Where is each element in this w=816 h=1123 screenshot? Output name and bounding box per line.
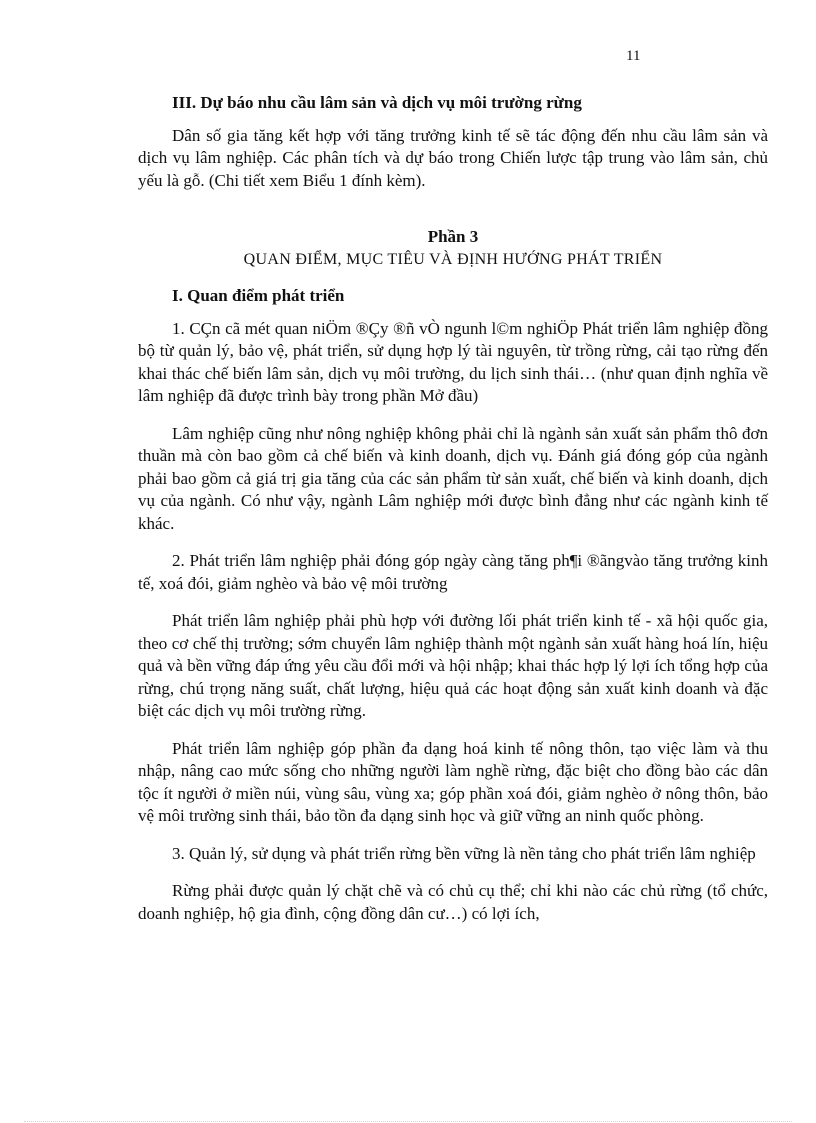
paragraph: Rừng phải được quản lý chặt chẽ và có chủ cụ thể; chỉ khi nào các chủ rừng (tổ chức, doanh nghiệp, hộ gia đình, cộng đồng dân cư…) có lợi ích, — [138, 881, 768, 923]
section-heading-forecast: III. Dự báo nhu cầu lâm sản và dịch vụ môi trường rừng — [172, 93, 582, 112]
part-subtitle: QUAN ĐIỂM, MỤC TIÊU VÀ ĐỊNH HƯỚNG PHÁT TRIỂN — [243, 250, 663, 268]
part-title: Phần 3 — [427, 227, 479, 246]
paragraph: Phát triển lâm nghiệp góp phần đa dạng hoá kinh tế nông thôn, tạo việc làm và thu nhập, nâng cao mức sống cho những người làm nghề rừng, đặc biệt cho đồng bào các dân tộc ít người ở miền núi, vùng sâu, vùng xa; góp phần xoá đói, giảm nghèo ở nông thôn, bảo vệ môi trường sinh thái, bảo tồn đa dạng sinh học và giữ vững an ninh quốc phòng. — [138, 738, 768, 825]
paragraph: 1. CÇn cã mét quan niÖm ®Çy ®ñ vÒ ngunh l©m nghiÖp Phát triển lâm nghiệp đồng bộ từ quản lý, bảo vệ, phát triển, sử dụng hợp lý tài nguyên, từ trồng rừng, cải tạo rừng đến khai thác chế biến lâm sản, dịch vụ môi trường, du lịch sinh thái… (như quan định nghĩa về lâm nghiệp đã được trình bày trong phần Mở đầu) — [138, 318, 768, 405]
document-body — [138, 92, 768, 940]
paragraph-forecast: Dân số gia tăng kết hợp với tăng trưởng kinh tế sẽ tác động đến nhu cầu lâm sản và dịch vụ lâm nghiệp. Các phân tích và dự báo trong Chiến lược tập trung vào lâm sản, chủ yếu là gỗ. (Chi tiết xem Biểu 1 đính kèm). — [138, 125, 768, 190]
paragraph: 3. Quản lý, sử dụng và phát triển rừng bền vững là nền tảng cho phát triển lâm nghiệp — [172, 843, 756, 863]
paragraph: 2. Phát triển lâm nghiệp phải đóng góp ngày càng tăng ph¶i ®ãngvào tăng trưởng kinh tế, xoá đói, giảm nghèo và bảo vệ môi trường — [138, 551, 768, 593]
paragraph: Lâm nghiệp cũng như nông nghiệp không phải chỉ là ngành sản xuất sản phẩm thô đơn thuần mà còn bao gồm cả chế biến và kinh doanh, dịch vụ. Đánh giá đóng góp của ngành phải bao gồm cả giá trị gia tăng của các sản phẩm từ sản xuất, chế biến và kinh doanh, dịch vụ của ngành. Có như vậy, ngành Lâm nghiệp mới được bình đẳng như các ngành kinh tế khác. — [138, 423, 768, 533]
page-number: 11 — [626, 48, 641, 64]
page-bottom-divider — [24, 1121, 792, 1122]
paragraph: Phát triển lâm nghiệp phải phù hợp với đường lối phát triển kinh tế - xã hội quốc gia, theo cơ chế thị trường; sớm chuyển lâm nghiệp thành một ngành sản xuất hàng hoá lín, hiệu quả và bền vững đáp ứng yêu cầu đổi mới và hội nhập; khai thác hợp lý lợi ích tổng hợp của rừng, chú trọng năng suất, chất lượng, hiệu quả các hoạt động sản xuất kinh doanh và đặc biệt các dịch vụ môi trường rừng. — [138, 611, 768, 720]
section-heading-viewpoints: I. Quan điểm phát triển — [172, 286, 345, 305]
